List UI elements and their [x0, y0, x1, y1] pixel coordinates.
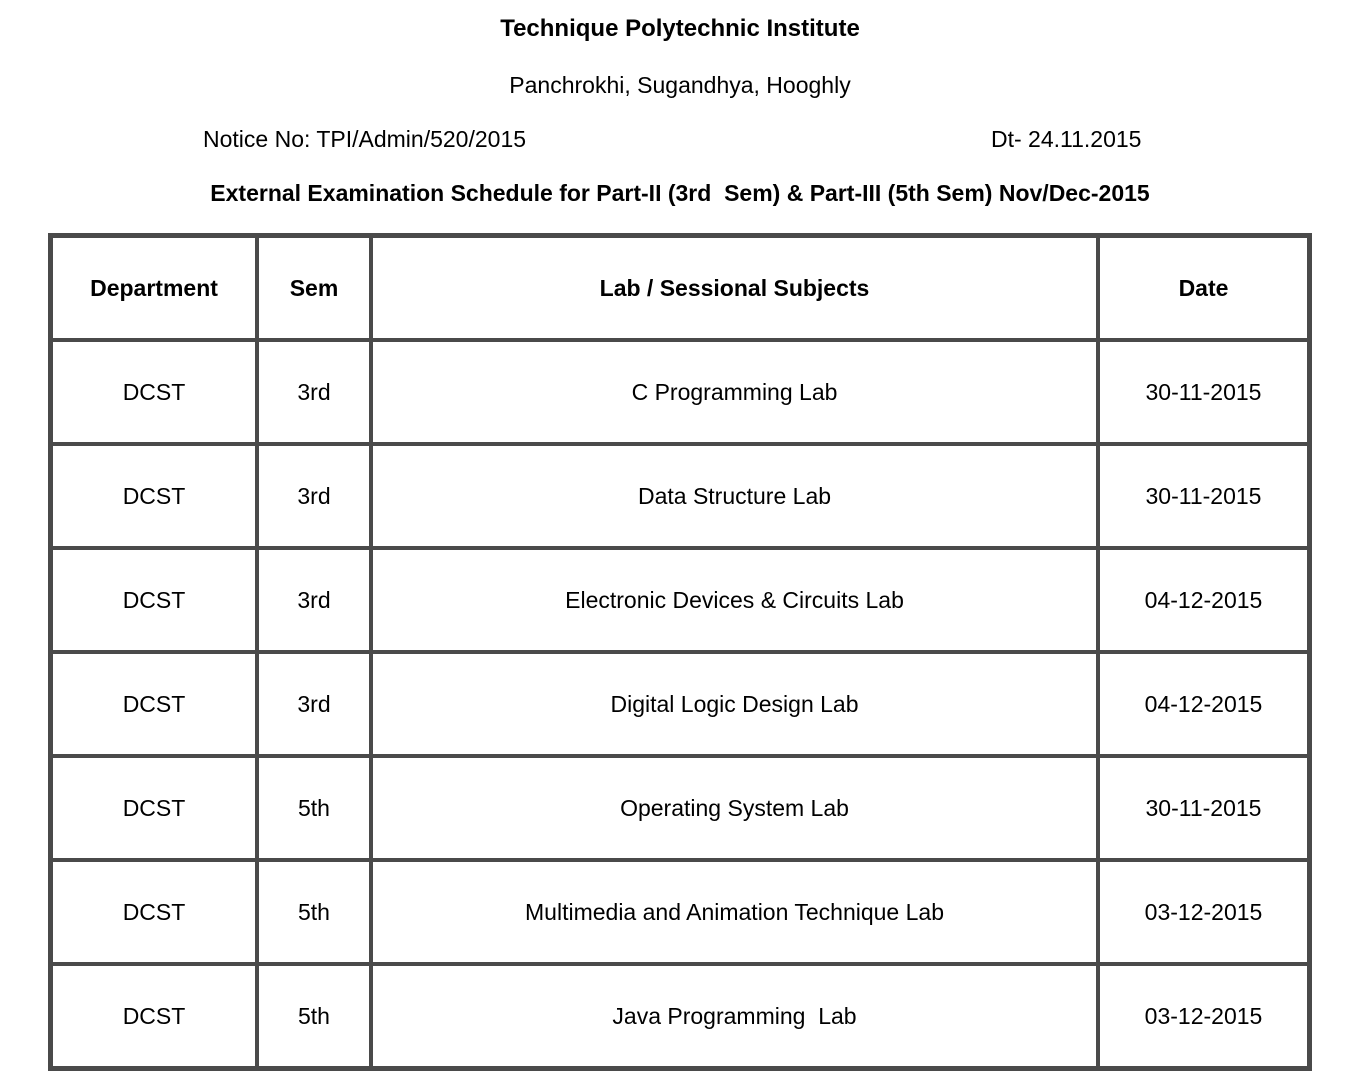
institute-address: Panchrokhi, Sugandhya, Hooghly	[509, 72, 851, 98]
cell-subject: Operating System Lab	[371, 756, 1098, 860]
table-row	[51, 756, 1309, 860]
cell-date: 30-11-2015	[1098, 340, 1309, 444]
cell-subject: Multimedia and Animation Technique Lab	[371, 860, 1098, 964]
cell-date: 03-12-2015	[1098, 964, 1309, 1068]
cell-date: 04-12-2015	[1098, 652, 1309, 756]
table-header-row	[51, 236, 1309, 340]
notice-number: Notice No: TPI/Admin/520/2015	[203, 126, 527, 152]
cell-sem: 5th	[257, 756, 371, 860]
exam-schedule-table	[48, 233, 1312, 1071]
cell-sem: 5th	[257, 860, 371, 964]
schedule-title: External Examination Schedule for Part-II (3rd Sem) & Part-III (5th Sem) Nov/Dec-2015	[210, 180, 1150, 206]
cell-date: 04-12-2015	[1098, 548, 1309, 652]
column-header-subjects: Lab / Sessional Subjects	[371, 236, 1098, 340]
table-row	[51, 964, 1309, 1068]
column-header-department: Department	[51, 236, 257, 340]
cell-date: 30-11-2015	[1098, 756, 1309, 860]
notice-date: Dt- 24.11.2015	[991, 126, 1142, 152]
column-header-date: Date	[1098, 236, 1309, 340]
table-row	[51, 548, 1309, 652]
cell-subject: Electronic Devices & Circuits Lab	[371, 548, 1098, 652]
cell-department: DCST	[51, 652, 257, 756]
cell-department: DCST	[51, 860, 257, 964]
cell-sem: 3rd	[257, 548, 371, 652]
cell-subject: Java Programming Lab	[371, 964, 1098, 1068]
cell-subject: C Programming Lab	[371, 340, 1098, 444]
cell-department: DCST	[51, 340, 257, 444]
cell-department: DCST	[51, 548, 257, 652]
cell-department: DCST	[51, 756, 257, 860]
institute-name: Technique Polytechnic Institute	[500, 15, 860, 42]
cell-subject: Digital Logic Design Lab	[371, 652, 1098, 756]
cell-sem: 5th	[257, 964, 371, 1068]
cell-sem: 3rd	[257, 340, 371, 444]
table-row	[51, 340, 1309, 444]
table-row	[51, 652, 1309, 756]
column-header-sem: Sem	[257, 236, 371, 340]
cell-date: 03-12-2015	[1098, 860, 1309, 964]
cell-department: DCST	[51, 444, 257, 548]
table-row	[51, 444, 1309, 548]
cell-subject: Data Structure Lab	[371, 444, 1098, 548]
cell-sem: 3rd	[257, 652, 371, 756]
cell-sem: 3rd	[257, 444, 371, 548]
cell-department: DCST	[51, 964, 257, 1068]
cell-date: 30-11-2015	[1098, 444, 1309, 548]
table-row	[51, 860, 1309, 964]
